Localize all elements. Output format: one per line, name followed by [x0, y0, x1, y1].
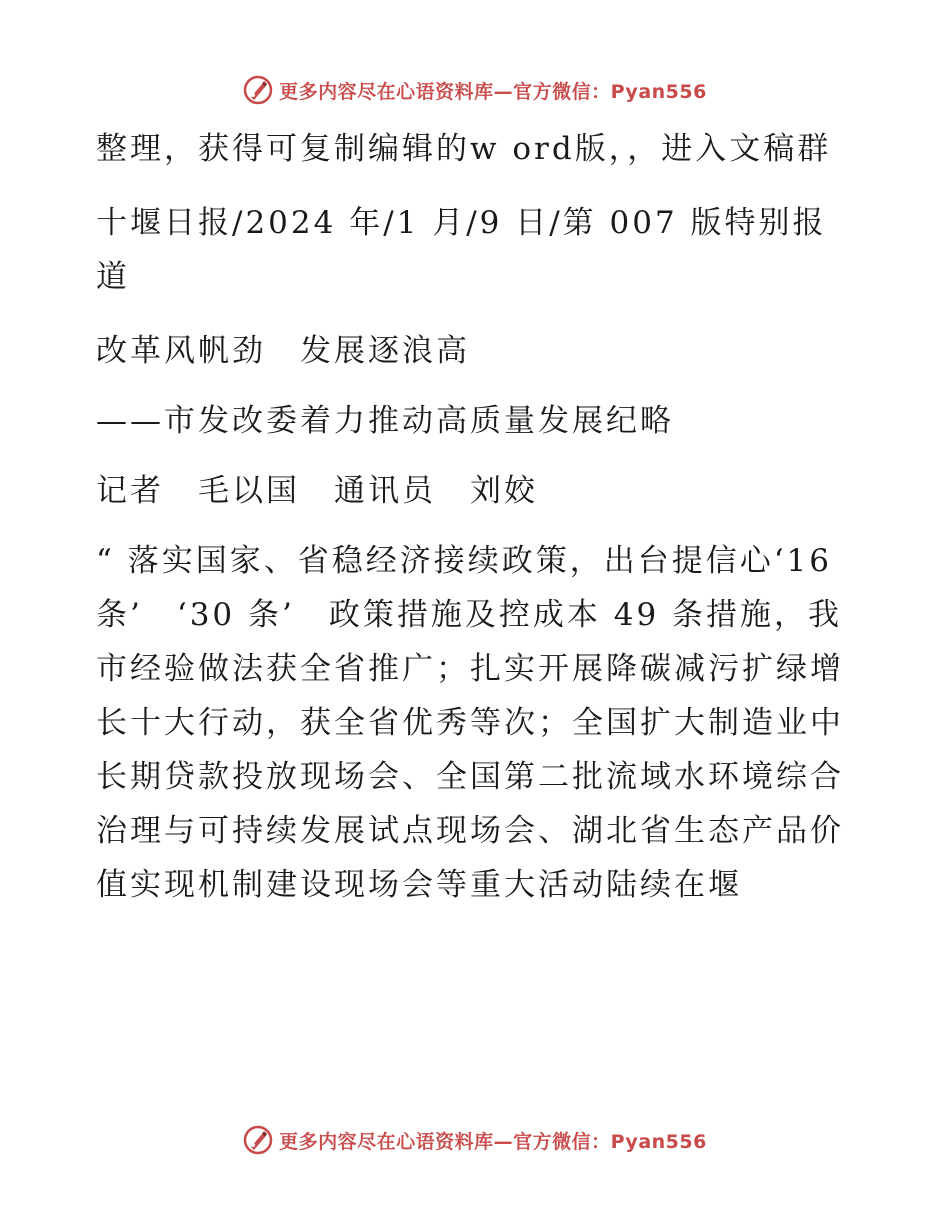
headline: 改革风帆劲 发展逐浪高: [96, 333, 470, 369]
intro-line: 整理，获得可复制编辑的w ord版，，进入文稿群: [96, 131, 832, 167]
source-line: 十堰日报/2024 年/1 月/9 日/第 007 版特别报道: [96, 205, 827, 295]
byline: 记者 毛以国 通讯员 刘姣: [96, 473, 538, 509]
header-watermark: [0, 70, 950, 110]
watermark-text: 更多内容尽在心语资料库—官方微信：Pyan556: [279, 80, 707, 103]
document-body: [96, 122, 856, 912]
pen-logo-icon: [243, 75, 273, 105]
footer-watermark: [0, 1120, 950, 1160]
subheadline: ——市发改委着力推动高质量发展纪略: [96, 403, 674, 439]
watermark-text: 更多内容尽在心语资料库—官方微信：Pyan556: [279, 1130, 707, 1153]
pen-logo-icon: [243, 1125, 273, 1155]
body-paragraph: “ 落实国家、省稳经济接续政策，出台提信心‘16 条’ ‘30 条’ 政策措施及控成本 49 条措施，我市经验做法获全省推广；扎实开展降碳减污扩绿增长十大行动，获全省优秀等次；全国扩大制造业中长期贷款投放现场会、全国第二批流域水环境综合治理与可持续发展试点现场会、湖北省生态产品价值实现机制建设现场会等重大活动陆续在堰: [96, 543, 844, 903]
